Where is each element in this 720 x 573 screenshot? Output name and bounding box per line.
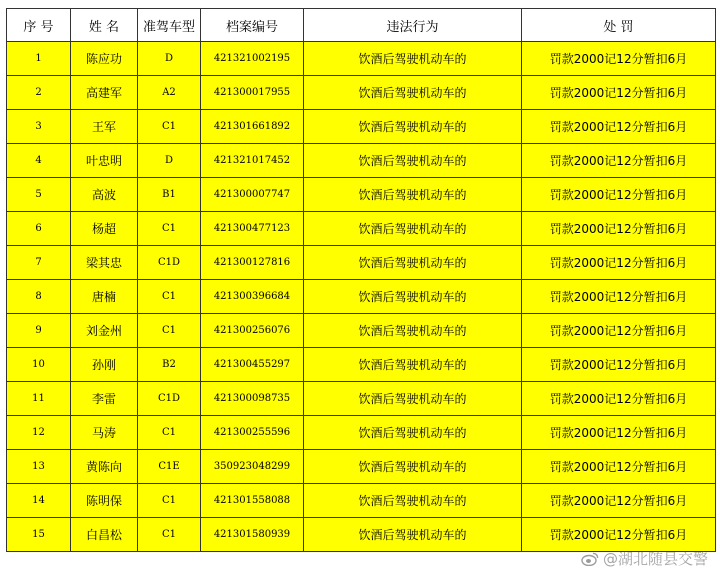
cell-seq: 5 — [7, 178, 71, 212]
cell-violation: 饮酒后驾驶机动车的 — [304, 212, 522, 246]
cell-name: 李雷 — [71, 382, 138, 416]
cell-file-no: 421321017452 — [201, 144, 304, 178]
cell-violation: 饮酒后驾驶机动车的 — [304, 110, 522, 144]
cell-name: 黄陈向 — [71, 450, 138, 484]
header-license-class: 准驾车型 — [138, 9, 201, 42]
cell-penalty: 罚款2000记12分暂扣6月 — [522, 348, 716, 382]
cell-penalty: 罚款2000记12分暂扣6月 — [522, 76, 716, 110]
cell-penalty: 罚款2000记12分暂扣6月 — [522, 212, 716, 246]
cell-license-class: C1 — [138, 212, 201, 246]
header-row — [7, 9, 716, 42]
cell-license-class: C1 — [138, 110, 201, 144]
cell-name: 杨超 — [71, 212, 138, 246]
cell-seq: 1 — [7, 42, 71, 76]
cell-violation: 饮酒后驾驶机动车的 — [304, 280, 522, 314]
cell-license-class: B2 — [138, 348, 201, 382]
cell-name: 马涛 — [71, 416, 138, 450]
header-file-no: 档案编号 — [201, 9, 304, 42]
cell-license-class: D — [138, 42, 201, 76]
cell-seq: 7 — [7, 246, 71, 280]
cell-name: 白昌松 — [71, 518, 138, 552]
cell-file-no: 421301580939 — [201, 518, 304, 552]
cell-violation: 饮酒后驾驶机动车的 — [304, 518, 522, 552]
cell-file-no: 421301661892 — [201, 110, 304, 144]
cell-file-no: 421300017955 — [201, 76, 304, 110]
table-row — [7, 42, 716, 76]
header-seq: 序 号 — [7, 9, 71, 42]
weibo-icon — [581, 552, 599, 566]
cell-license-class: C1D — [138, 246, 201, 280]
cell-penalty: 罚款2000记12分暂扣6月 — [522, 110, 716, 144]
cell-file-no: 421301558088 — [201, 484, 304, 518]
cell-penalty: 罚款2000记12分暂扣6月 — [522, 178, 716, 212]
header-name: 姓 名 — [71, 9, 138, 42]
cell-name: 陈应功 — [71, 42, 138, 76]
cell-seq: 2 — [7, 76, 71, 110]
cell-penalty: 罚款2000记12分暂扣6月 — [522, 416, 716, 450]
table-row — [7, 178, 716, 212]
watermark — [581, 548, 708, 569]
cell-license-class: C1 — [138, 416, 201, 450]
cell-seq: 4 — [7, 144, 71, 178]
cell-seq: 12 — [7, 416, 71, 450]
cell-seq: 3 — [7, 110, 71, 144]
table-row — [7, 110, 716, 144]
table-row — [7, 450, 716, 484]
cell-seq: 8 — [7, 280, 71, 314]
cell-name: 唐楠 — [71, 280, 138, 314]
table-row — [7, 416, 716, 450]
cell-penalty: 罚款2000记12分暂扣6月 — [522, 280, 716, 314]
cell-seq: 13 — [7, 450, 71, 484]
cell-file-no: 421300127816 — [201, 246, 304, 280]
table-row — [7, 144, 716, 178]
cell-penalty: 罚款2000记12分暂扣6月 — [522, 314, 716, 348]
cell-name: 陈明保 — [71, 484, 138, 518]
table-row — [7, 348, 716, 382]
cell-file-no: 421300396684 — [201, 280, 304, 314]
cell-seq: 15 — [7, 518, 71, 552]
cell-license-class: D — [138, 144, 201, 178]
violations-table — [6, 8, 716, 552]
cell-name: 王军 — [71, 110, 138, 144]
cell-penalty: 罚款2000记12分暂扣6月 — [522, 518, 716, 552]
cell-file-no: 421300255596 — [201, 416, 304, 450]
table-row — [7, 382, 716, 416]
cell-license-class: C1D — [138, 382, 201, 416]
table-row — [7, 518, 716, 552]
cell-file-no: 421300007747 — [201, 178, 304, 212]
cell-violation: 饮酒后驾驶机动车的 — [304, 42, 522, 76]
cell-license-class: B1 — [138, 178, 201, 212]
table-row — [7, 280, 716, 314]
cell-license-class: C1 — [138, 280, 201, 314]
cell-penalty: 罚款2000记12分暂扣6月 — [522, 382, 716, 416]
table-body — [7, 42, 716, 552]
cell-violation: 饮酒后驾驶机动车的 — [304, 484, 522, 518]
cell-violation: 饮酒后驾驶机动车的 — [304, 144, 522, 178]
cell-seq: 6 — [7, 212, 71, 246]
cell-seq: 9 — [7, 314, 71, 348]
cell-penalty: 罚款2000记12分暂扣6月 — [522, 484, 716, 518]
header-penalty: 处 罚 — [522, 9, 716, 42]
cell-license-class: C1 — [138, 314, 201, 348]
cell-name: 高建军 — [71, 76, 138, 110]
cell-name: 叶忠明 — [71, 144, 138, 178]
cell-violation: 饮酒后驾驶机动车的 — [304, 314, 522, 348]
cell-license-class: C1 — [138, 518, 201, 552]
table-row — [7, 314, 716, 348]
cell-file-no: 421300477123 — [201, 212, 304, 246]
cell-file-no: 421300098735 — [201, 382, 304, 416]
cell-name: 高波 — [71, 178, 138, 212]
watermark-text: @湖北随县交警 — [602, 550, 708, 568]
cell-file-no: 421300455297 — [201, 348, 304, 382]
cell-violation: 饮酒后驾驶机动车的 — [304, 450, 522, 484]
cell-penalty: 罚款2000记12分暂扣6月 — [522, 450, 716, 484]
cell-name: 孙刚 — [71, 348, 138, 382]
table-row — [7, 246, 716, 280]
cell-violation: 饮酒后驾驶机动车的 — [304, 348, 522, 382]
cell-violation: 饮酒后驾驶机动车的 — [304, 246, 522, 280]
cell-file-no: 350923048299 — [201, 450, 304, 484]
cell-penalty: 罚款2000记12分暂扣6月 — [522, 144, 716, 178]
cell-seq: 10 — [7, 348, 71, 382]
cell-file-no: 421300256076 — [201, 314, 304, 348]
table-row — [7, 212, 716, 246]
cell-file-no: 421321002195 — [201, 42, 304, 76]
cell-name: 梁其忠 — [71, 246, 138, 280]
cell-license-class: A2 — [138, 76, 201, 110]
cell-penalty: 罚款2000记12分暂扣6月 — [522, 42, 716, 76]
cell-seq: 14 — [7, 484, 71, 518]
cell-license-class: C1E — [138, 450, 201, 484]
cell-name: 刘金州 — [71, 314, 138, 348]
cell-violation: 饮酒后驾驶机动车的 — [304, 416, 522, 450]
cell-violation: 饮酒后驾驶机动车的 — [304, 382, 522, 416]
table-row — [7, 484, 716, 518]
cell-seq: 11 — [7, 382, 71, 416]
cell-license-class: C1 — [138, 484, 201, 518]
cell-violation: 饮酒后驾驶机动车的 — [304, 76, 522, 110]
cell-penalty: 罚款2000记12分暂扣6月 — [522, 246, 716, 280]
table-row — [7, 76, 716, 110]
cell-violation: 饮酒后驾驶机动车的 — [304, 178, 522, 212]
header-violation: 违法行为 — [304, 9, 522, 42]
